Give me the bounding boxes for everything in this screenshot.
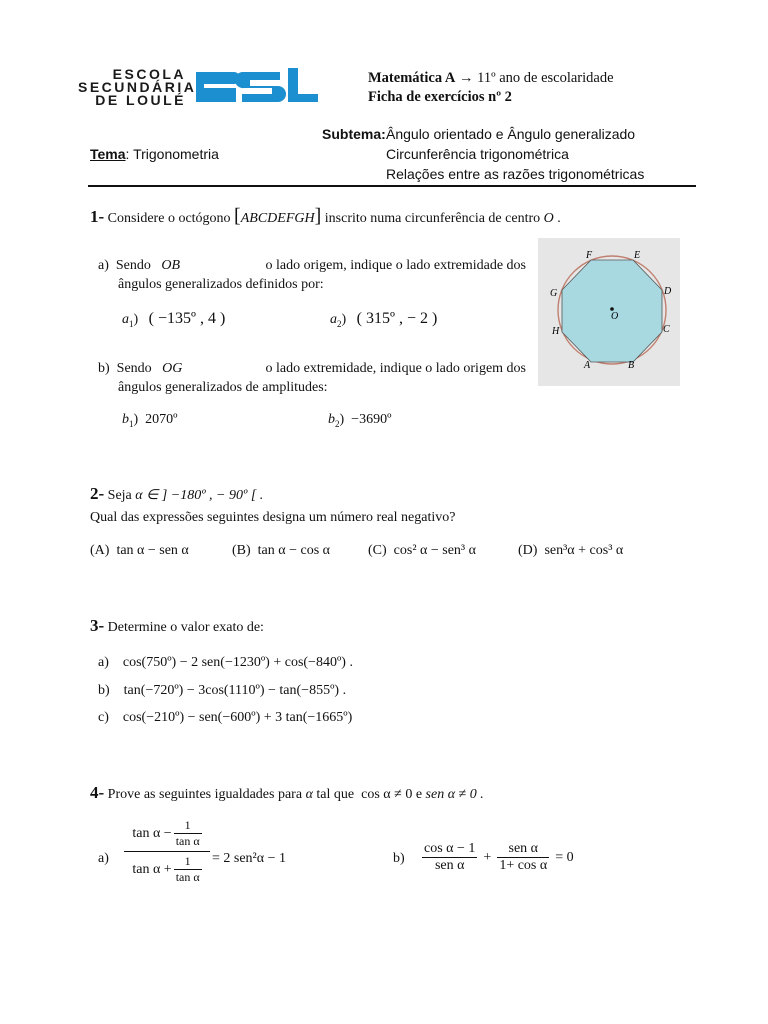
school-logo (192, 64, 322, 110)
question-2 (90, 484, 263, 504)
a2-label: a (330, 312, 337, 327)
subtema-3: Relações entre as razões trigonométricas (386, 166, 645, 182)
q3c-expr: cos(−210º) − sen(−600º) + 3 tan(−1665º) (122, 710, 353, 725)
a2-sub: 2 (337, 318, 342, 329)
q2-interval: α ∈ ] −180º , − 90º [ . (135, 488, 264, 503)
tema-label: Tema (90, 146, 126, 162)
q3-text: Determine o valor exato de: (107, 620, 264, 635)
q4b-label: b) (393, 851, 405, 866)
logo-line-3: DE LOULÉ (95, 92, 186, 108)
q2-question: Qual das expressões seguintes designa um número real negativo? (90, 510, 456, 525)
course-name: Matemática A (368, 70, 456, 86)
school-name (78, 66, 197, 108)
q4b-plus: + (483, 849, 492, 865)
q1b-label: b) (98, 361, 110, 376)
school-year: 11º ano de escolaridade (477, 70, 614, 86)
question-4 (90, 783, 484, 803)
logo-line-1: ESCOLA (112, 66, 186, 82)
q1a-text2: o lado origem, indique o lado extremidade dos (265, 258, 526, 273)
subtema-label: Subtema: (322, 126, 386, 142)
q4-e: e (415, 787, 423, 802)
q1-b1: $b_1$) 2070º (122, 412, 178, 429)
question-3 (90, 616, 264, 636)
b1-sub: 1 (129, 418, 134, 429)
b1-label: b (122, 412, 129, 427)
q1b-text3: ângulos generalizados de amplitudes: (118, 380, 328, 395)
label-E: E (634, 250, 641, 261)
q3a-label: a) (98, 655, 109, 670)
a2-expr: ( 315º , − 2 ) (356, 310, 438, 327)
q3c-label: c) (98, 710, 109, 725)
q4-text2: tal que (316, 787, 355, 802)
tema-value: : Trigonometria (125, 146, 219, 162)
q4a-big-denominator (124, 852, 210, 885)
subtema-1: Ângulo orientado e Ângulo generalizado (386, 126, 636, 142)
q4-number: 4- (90, 783, 105, 802)
q4b-f2-den: 1+ cos α (499, 858, 548, 873)
q4a-bot-one: 1 (174, 854, 202, 870)
q2-option-a-label: (A) (90, 543, 110, 558)
q2-option-c (368, 543, 476, 559)
a1-label: a (122, 312, 129, 327)
q1-part-a (98, 256, 526, 294)
q4-alpha: α (305, 787, 313, 802)
arrow-icon: → (459, 70, 474, 86)
q1a-text3: ângulos generalizados definidos por: (118, 277, 324, 292)
q4a-label: a) (98, 851, 109, 866)
course-line (368, 70, 614, 87)
q4a-top-one: 1 (174, 818, 202, 834)
q4a-top-left: tan α − (132, 825, 172, 841)
q2-option-d-expr: sen³α + cos³ α (544, 543, 624, 558)
q2-text: Seja (107, 488, 132, 503)
q4a-rhs: = 2 sen²α − 1 (212, 851, 286, 866)
label-D: D (664, 286, 672, 297)
q4b-f1-num: cos α − 1 (424, 841, 476, 856)
sheet-title: Ficha de exercícios nº 2 (368, 89, 512, 105)
label-B: B (628, 360, 635, 371)
q3b-expr: tan(−720º) − 3cos(1110º) − tan(−855º) . (123, 683, 347, 698)
q1-number: 1- (90, 207, 105, 226)
q3-item-b (98, 683, 346, 699)
q2-option-c-expr: cos² α − sen³ α (393, 543, 476, 558)
subtema-2: Circunferência trigonométrica (386, 146, 569, 162)
b2-label: b (328, 412, 335, 427)
q2-option-a (90, 543, 189, 559)
a1-sub: 1 (129, 318, 134, 329)
q3-item-a (98, 655, 353, 671)
q1b-text1: Sendo (116, 361, 152, 376)
q1a-label: a) (98, 258, 109, 273)
q3-number: 3- (90, 616, 105, 635)
q2-option-d (518, 543, 623, 559)
q2-option-b-label: (B) (232, 543, 251, 558)
logo-line-2: SECUNDÁRIA (78, 79, 197, 95)
q1b-text2: o lado extremidade, indique o lado origem dos (265, 361, 526, 376)
q1-a1: $a_1$) ( −135º , 4 ) (122, 310, 226, 329)
q2-option-b (232, 543, 330, 559)
q4-cond2: sen α ≠ 0 . (425, 787, 484, 802)
header-divider (88, 185, 696, 187)
q1-text: Considere o octógono (107, 211, 231, 226)
q4b-rhs: = 0 (555, 849, 574, 865)
q4a-bot-left: tan α + (132, 861, 172, 877)
q2-option-b-expr: tan α − cos α (257, 543, 331, 558)
q4b-f1-den: sen α (434, 858, 465, 873)
q1-b2: $b_2$) −3690º (328, 412, 392, 429)
q1-polygon: ABCDEFGH (240, 211, 315, 226)
q4a-top-tan: tan α (175, 834, 200, 848)
label-F: F (586, 250, 593, 261)
q2-option-c-label: (C) (368, 543, 387, 558)
a1-expr: ( −135º , 4 ) (148, 310, 226, 327)
q1-a2: $a_2$) ( 315º , − 2 ) (330, 310, 438, 329)
q1b-vector: OG (162, 361, 183, 376)
label-A: A (584, 360, 591, 371)
label-C: C (663, 324, 670, 335)
octagon-figure (538, 238, 680, 386)
q1-text2: inscrito numa circunferência de centro (324, 211, 541, 226)
label-G: G (550, 288, 558, 299)
q4b-expression (422, 841, 574, 874)
q1-part-b (98, 359, 526, 397)
q4-cond1: cos α ≠ 0 (361, 787, 413, 802)
q1a-vector: OB (161, 258, 181, 273)
b2-sub: 2 (335, 418, 340, 429)
q2-number: 2- (90, 484, 105, 503)
q2-option-a-expr: tan α − sen α (116, 543, 189, 558)
question-1: 1- Considere o octógono [ABCDEFGH] inscrito numa circunferência de centro O . (90, 205, 561, 227)
q4b-f2-num: sen α (497, 841, 549, 858)
q4a-bot-tan: tan α (175, 870, 200, 884)
label-H: H (552, 326, 560, 337)
label-O: O (611, 311, 619, 322)
b1-expr: 2070º (145, 412, 178, 427)
q2-option-d-label: (D) (518, 543, 538, 558)
q1a-text1: Sendo (115, 258, 151, 273)
b2-expr: −3690º (351, 412, 392, 427)
q3-item-c (98, 710, 352, 726)
tema (90, 146, 219, 162)
q3b-label: b) (98, 683, 110, 698)
q1-center: O (543, 211, 554, 226)
q4-text: Prove as seguintes igualdades para (107, 787, 303, 802)
q3a-expr: cos(750º) − 2 sen(−1230º) + cos(−840º) . (122, 655, 353, 670)
q4a-big-numerator (124, 818, 210, 852)
